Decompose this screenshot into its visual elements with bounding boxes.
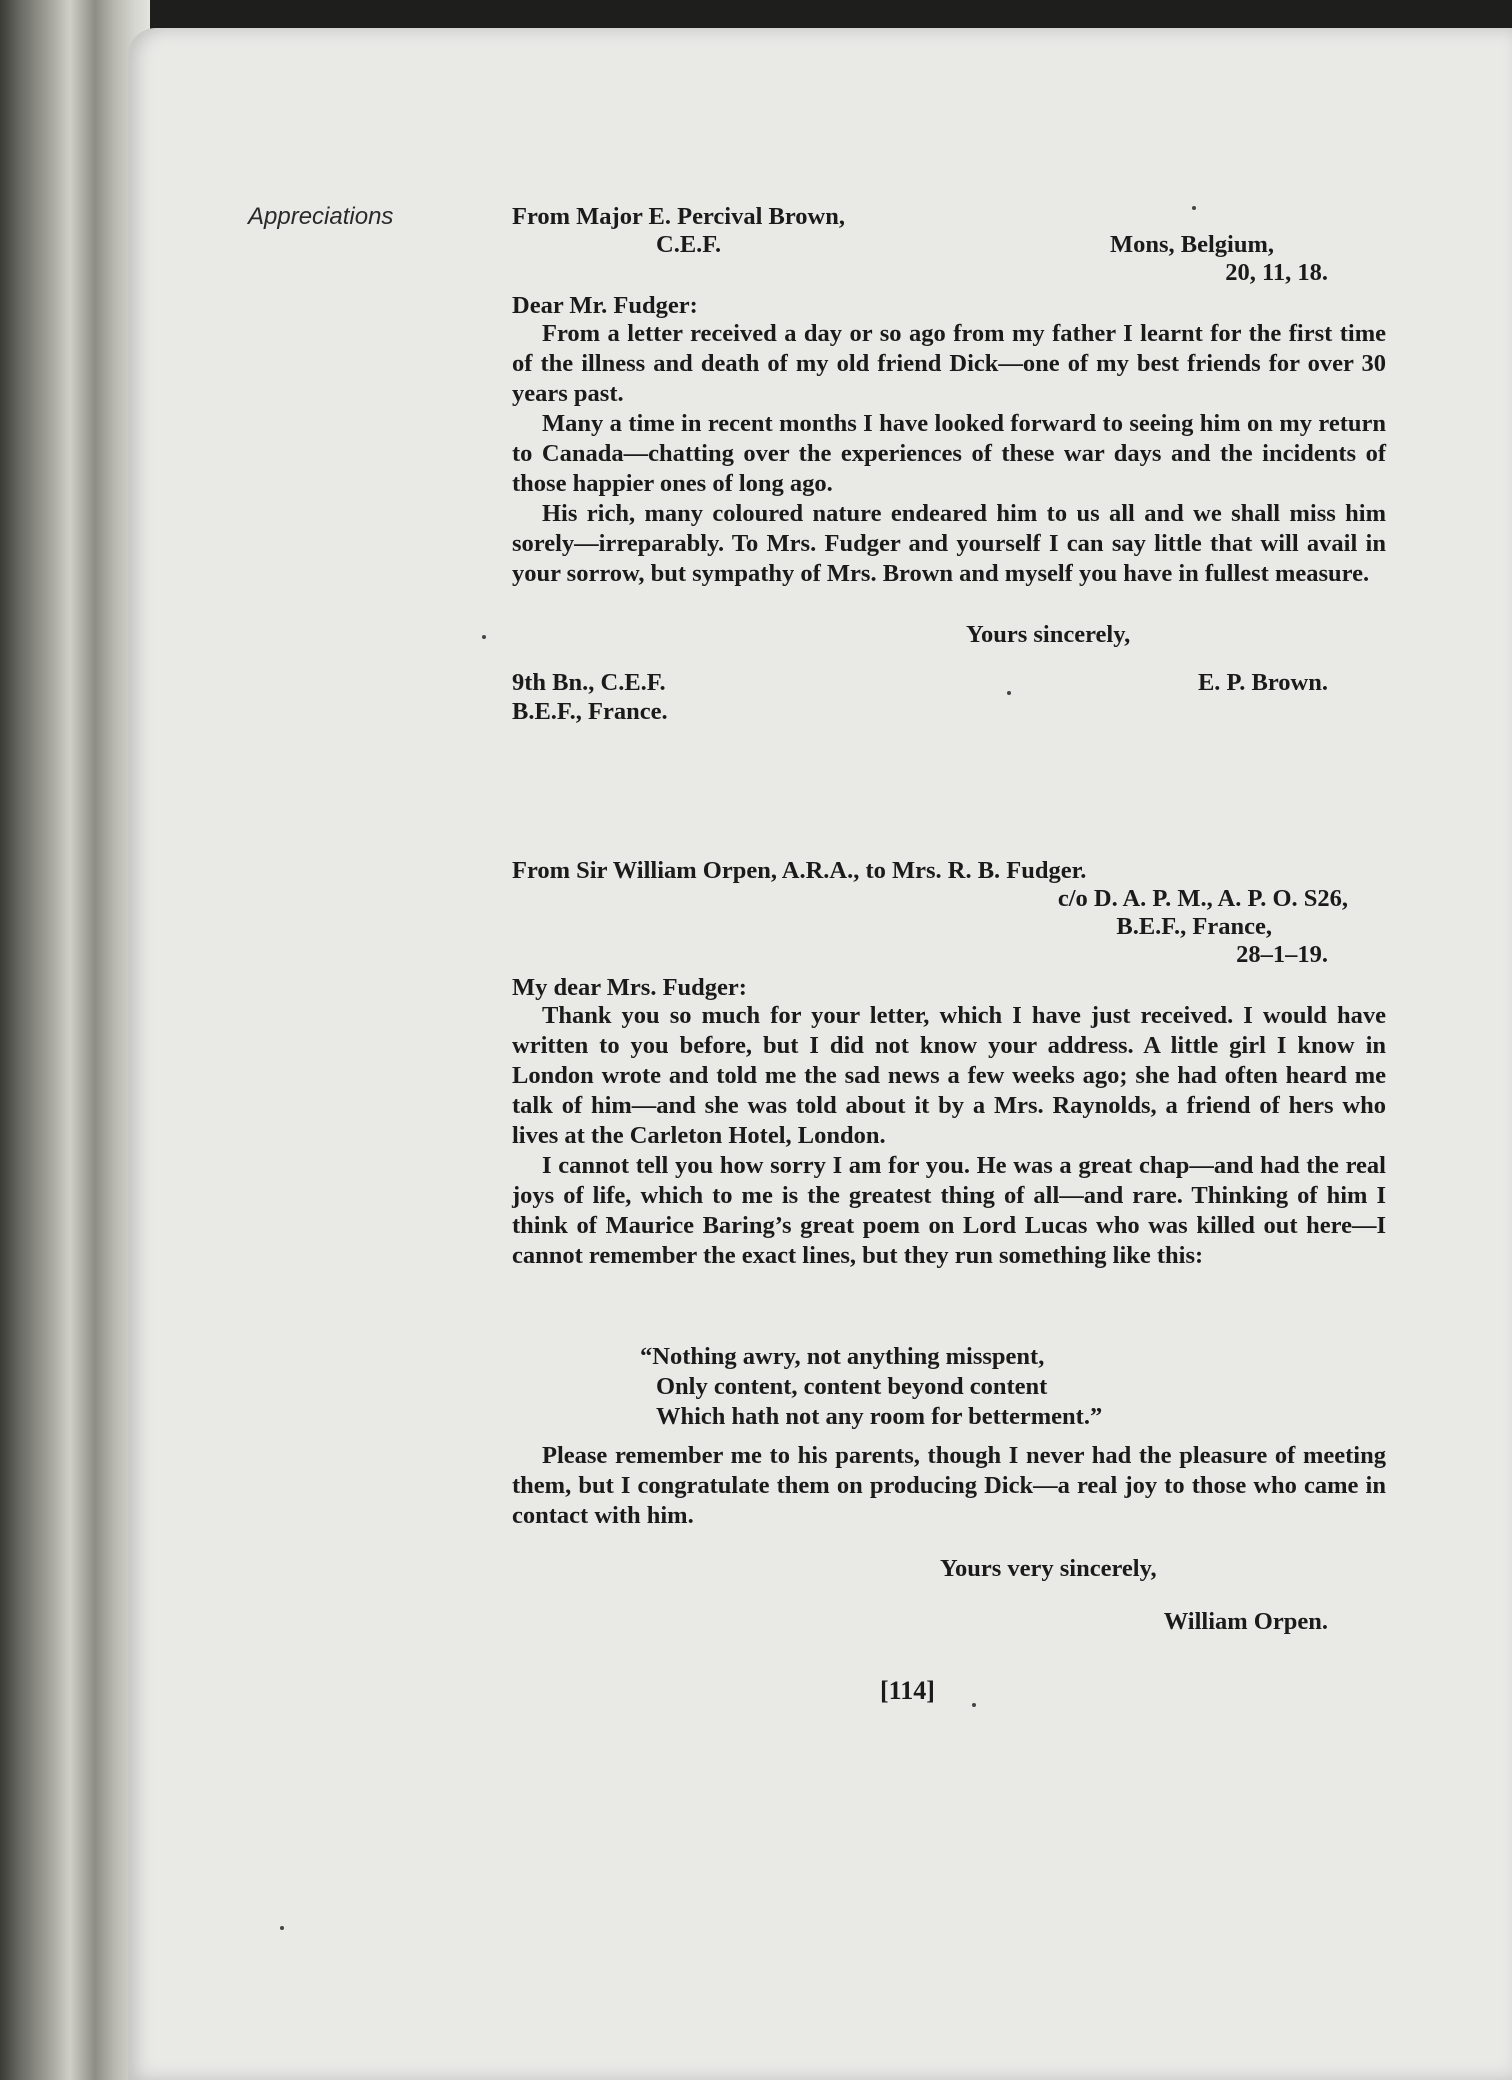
letter1-paragraph: Many a time in recent months I have looked forward to seeing him on my return to Canada—chatting over the experiences of these war days and the incidents of those happier ones of long ago.	[512, 410, 1386, 497]
letter1-salutation: Dear Mr. Fudger:	[512, 292, 698, 319]
quoted-verse	[640, 1342, 1102, 1432]
letter2-body	[512, 1001, 1386, 1271]
section-heading: Appreciations	[248, 203, 394, 230]
letter2-closing-paragraph: Please remember me to his parents, though I never had the pleasure of meeting them, but I congratulate them on producing Dick—a real joy to those who came in contact with him.	[512, 1442, 1386, 1529]
letter2-closing-body	[512, 1441, 1386, 1531]
print-speck	[972, 1703, 976, 1707]
letter1-place: Mons, Belgium,	[1109, 231, 1274, 258]
print-speck	[280, 1926, 284, 1930]
letter2-paragraph: I cannot tell you how sorry I am for you. He was a great chap—and had the real joys of life, which to me is the greatest thing of all—and rare. Thinking of him I think of Maurice Baring’s great poem on Lord Lucas who was killed out here—I cannot remember the exact lines, but they run something like this:	[512, 1152, 1386, 1269]
letter1-paragraph: His rich, many coloured nature endeared him to us all and we shall miss him sorely—irreparably. To Mrs. Fudger and yourself I can say little that will avail in your sorrow, but sympathy of Mrs. Brown and myself you have in fullest measure.	[512, 500, 1386, 587]
letter1-signature: E. P. Brown.	[1197, 669, 1328, 696]
letter2-signature: William Orpen.	[1163, 1608, 1328, 1635]
letter2-salutation: My dear Mrs. Fudger:	[512, 974, 747, 1001]
letter1-from-line1: From Major E. Percival Brown,	[512, 203, 845, 230]
verse-line: Which hath not any room for betterment.”	[656, 1403, 1103, 1430]
letter2-from-line: From Sir William Orpen, A.R.A., to Mrs. R. B. Fudger.	[512, 857, 1087, 884]
print-speck	[1007, 691, 1011, 695]
verse-line: “Nothing awry, not anything misspent,	[640, 1343, 1045, 1370]
verse-line: Only content, content beyond content	[656, 1373, 1048, 1400]
letter2-date: 28–1–19.	[1236, 941, 1328, 968]
letter1-body	[512, 319, 1386, 589]
print-speck	[482, 635, 486, 639]
letter2-address-line2: B.E.F., France,	[1116, 913, 1272, 940]
letter2-paragraph: Thank you so much for your letter, which I have just received. I would have written to you before, but I did not know your address. A little girl I know in London wrote and told me the sad news a few weeks ago; she had often heard me talk of him—and she was told about it by a Mrs. Raynolds, a friend of hers who lives at the Carleton Hotel, London.	[512, 1002, 1386, 1149]
page-number: [114]	[880, 1676, 935, 1705]
letter1-from-line2: C.E.F.	[656, 231, 722, 258]
letter2-closing: Yours very sincerely,	[940, 1555, 1157, 1582]
letter1-unit-line1: 9th Bn., C.E.F.	[512, 669, 666, 696]
letter2-address-line1: c/o D. A. P. M., A. P. O. S26,	[1057, 885, 1348, 912]
letter1-unit-line2: B.E.F., France.	[512, 698, 668, 725]
letter1-paragraph: From a letter received a day or so ago from my father I learnt for the first time of the illness and death of my old friend Dick—one of my best friends for over 30 years past.	[512, 320, 1386, 407]
letter1-date: 20, 11, 18.	[1225, 259, 1328, 286]
print-speck	[1192, 206, 1196, 210]
letter1-closing: Yours sincerely,	[966, 621, 1131, 648]
